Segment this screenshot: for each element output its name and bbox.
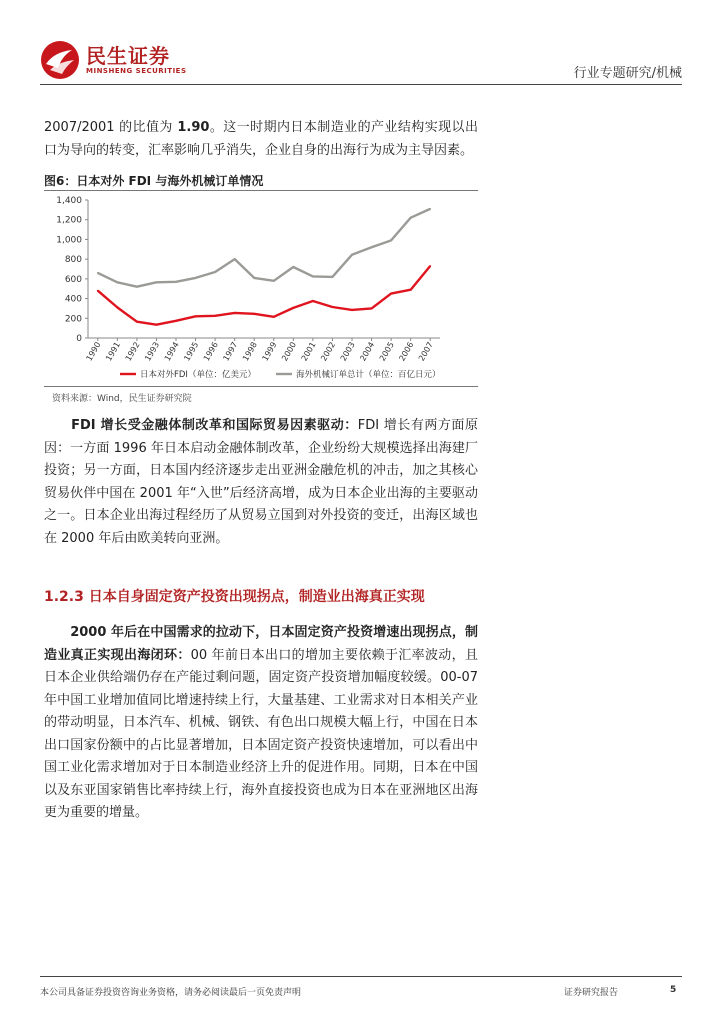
data-point [429,208,431,210]
data-point [351,309,353,311]
y-tick-label: 800 [64,255,82,266]
header-divider [40,84,682,85]
logo-english-name: MINSHENG SECURITIES [86,67,187,75]
data-point [253,313,255,315]
x-tick-label: 1994 [162,340,181,363]
intro-rest: 。这一时期内日本制造业的产业结构实现以出口为导向的转变，汇率影响几乎消失，企业自身的出海行为成为主导因素。 [44,120,478,158]
chart-bottom-rule [44,386,478,387]
ratio-value: 1.90 [177,120,210,135]
x-tick-label: 1997 [221,340,240,363]
data-point [371,246,373,248]
x-tick-label: 1991 [104,340,123,363]
footer-doc-type: 证券研究报告 [564,988,619,998]
x-tick-label: 1990 [84,340,103,363]
x-tick-label: 1998 [240,340,259,363]
data-point [234,312,236,314]
data-point [371,308,373,310]
footer-disclaimer: 本公司具备证券投资咨询业务资格，请务必阅读最后一页免责声明 [40,988,302,998]
data-point [195,277,197,279]
legend-label-1: 日本对外FDI（单位：亿美元） [140,370,256,380]
y-tick-label: 1,000 [56,235,82,246]
data-point [410,289,412,291]
data-point [136,321,138,323]
data-point [214,271,216,273]
intro-lead: 2007/2001 的比值为 [44,120,178,135]
x-tick-label: 1993 [143,340,162,363]
data-point [234,258,236,260]
fdi-driver-text: FDI 增长有两方面原因：一方面 1996 年日本启动金融体制改革，企业纷纷大规模选择出海建厂投资；另一方面，日本国内经济逐步走出亚洲金融危机的冲击，加之其核心贸易伙伴中国在 2001 年“入世”后经济高增，成为日本企业出海的主要驱动之一。日本企业出海过程经历了从贸易立国到对外投资的变迁，出海区域也在 2000 年后由欧美转向亚洲。 [44,418,478,546]
data-point [156,324,158,326]
section-heading: 1.2.3 日本自身固定资产投资出现拐点，制造业出海真正实现 [44,589,425,605]
page-number: 5 [670,985,677,995]
data-point [292,307,294,309]
y-tick-label: 400 [64,294,82,305]
minsheng-logo-icon [40,40,80,80]
data-point [273,280,275,282]
series-line-1 [98,266,430,325]
data-point [312,275,314,277]
data-point [116,281,118,283]
investment-text: 00 年前日本出口的增加主要依赖于汇率波动，且日本企业供给端仍存在产能过剩问题，固定资产投资增加幅度较缓。00-07 年中国工业增加值同比增速持续上行，大量基建、工业需求对日本相关产业的带动明显，日本汽车、机械、钢铁、有色出口规模大幅上行，中国在日本出口国家份额中的占比显著增加，日本固定资产投资快速增加，可以看出中国工业化需求增加对于日本制造业经济上升的促进作用。同期，日本在中国以及东亚国家销售比率持续上行，海外直接投资也成为日本在亚洲地区出海更为重要的增量。 [44,647,478,820]
figure-source: 资料来源：Wind，民生证券研究院 [52,394,192,404]
y-tick-label: 1,400 [56,196,82,206]
logo-chinese-name: 民生证券 [86,44,170,68]
data-point [429,265,431,267]
x-tick-label: 1996 [201,340,220,363]
investment-lead: 2000 年后在中国需求的拉动下，日本固定资产投资增速出现拐点，制造业真正实现出海闭环： [44,625,478,663]
data-point [195,315,197,317]
x-tick-label: 2006 [397,340,416,363]
fdi-driver-paragraph [44,415,478,550]
data-point [175,320,177,322]
y-tick-label: 0 [76,334,82,344]
x-tick-label: 2005 [377,340,396,363]
x-tick-label: 1992 [123,340,142,363]
x-tick-label: 2001 [299,340,318,363]
data-point [97,290,99,292]
data-point [136,286,138,288]
data-point [175,281,177,283]
x-tick-label: 2002 [319,340,338,363]
x-tick-label: 2000 [280,340,299,363]
footer-divider [40,976,682,977]
series-line-2 [98,209,430,287]
x-tick-label: 1995 [182,340,201,363]
fdi-driver-lead: FDI 增长受金融体制改革和国际贸易因素驱动： [71,418,358,433]
report-category: 行业专题研究/机械 [573,66,682,81]
data-point [332,276,334,278]
x-tick-label: 1999 [260,340,279,363]
data-point [116,307,118,309]
y-tick-label: 600 [64,274,82,285]
data-point [156,281,158,283]
data-point [214,315,216,317]
data-point [97,272,99,274]
page-header [40,30,682,82]
figure-title: 图6：日本对外 FDI 与海外机械订单情况 [44,172,478,191]
company-logo [40,40,187,80]
legend-label-2: 海外机械订单总计（单位：百亿日元） [296,370,441,380]
data-point [410,217,412,219]
data-point [253,277,255,279]
x-tick-label: 2003 [338,340,357,363]
data-point [292,266,294,268]
x-tick-label: 2004 [358,340,377,363]
investment-paragraph [44,622,478,825]
data-point [351,254,353,256]
y-tick-label: 200 [64,314,82,325]
data-point [390,293,392,295]
fdi-orders-line-chart [44,190,478,386]
x-tick-label: 2007 [416,340,435,363]
data-point [312,300,314,302]
y-tick-label: 1,200 [56,215,82,226]
data-point [390,240,392,242]
data-point [332,306,334,308]
data-point [273,316,275,318]
intro-paragraph [44,117,478,162]
